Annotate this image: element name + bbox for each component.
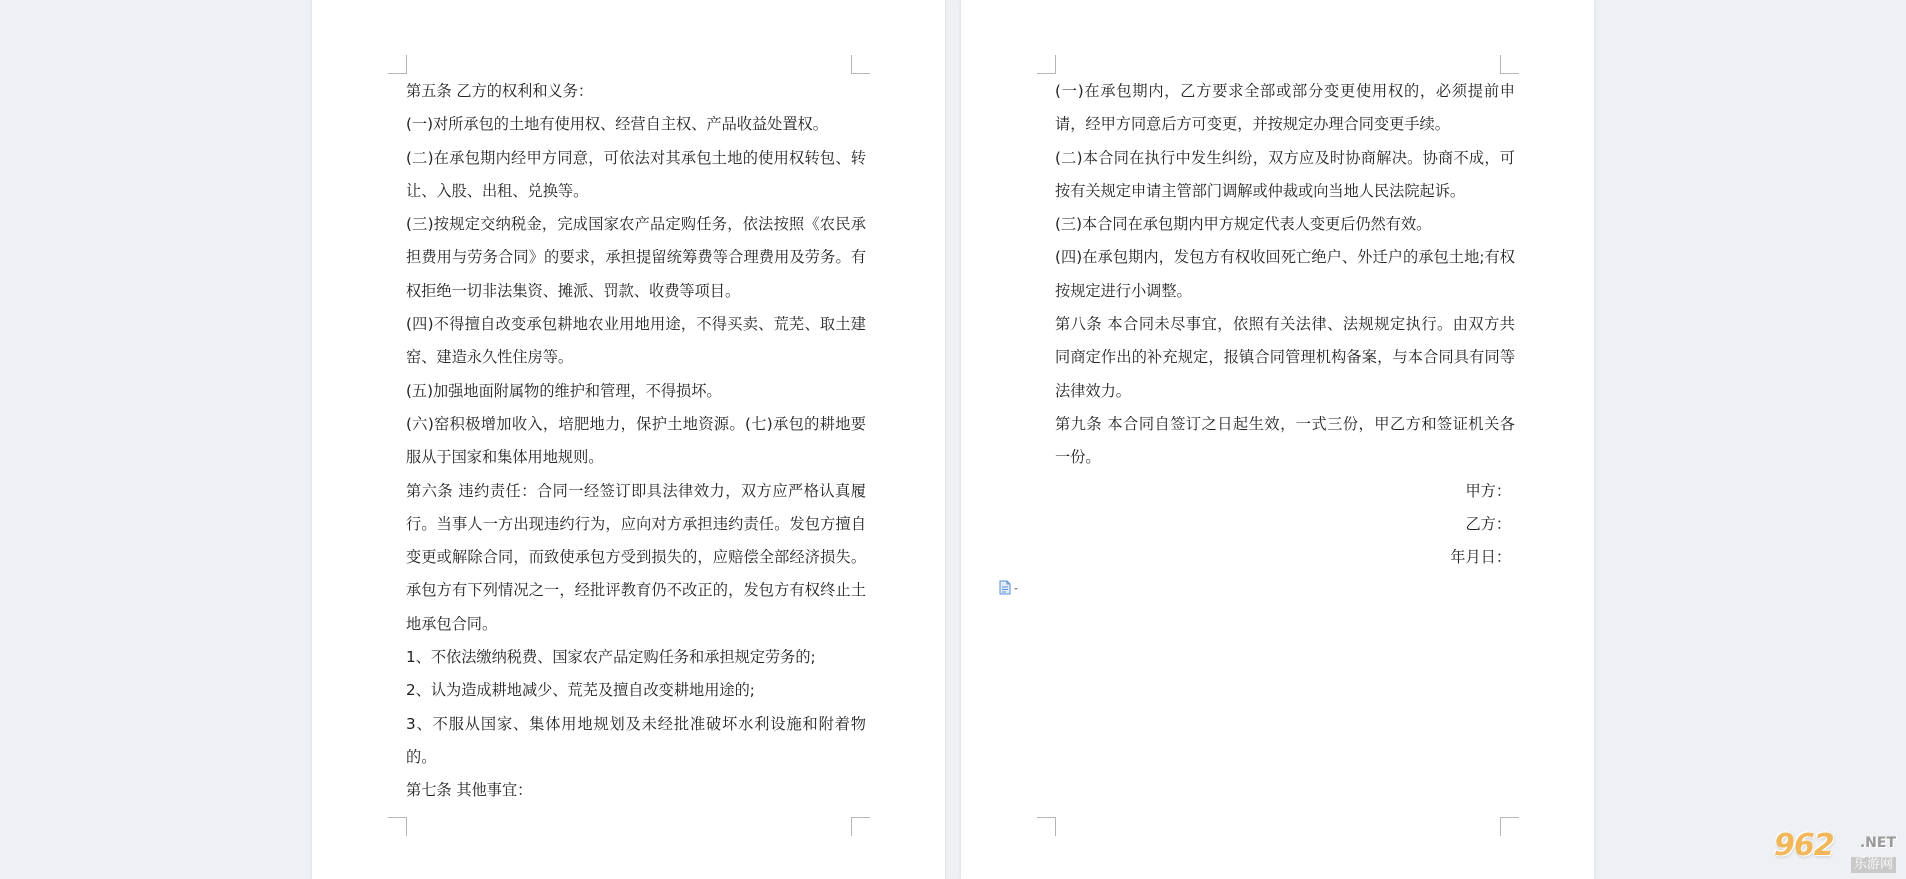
list-item: 3、不服从国家、集体用地规划及未经批准破坏水利设施和附着物的。 <box>406 714 866 766</box>
margin-mark-bottom-left <box>388 817 407 836</box>
paragraph: (四)不得擅自改变承包耕地农业用地用途，不得买卖、荒芜、取土建窑、建造永久性住房等。 <box>406 315 866 367</box>
article-8-paragraph: 第八条 本合同未尽事宜，依照有关法律、法规规定执行。由双方共同商定作出的补充规定，报镇合同管理机构备案，与本合同具有同等法律效力。 <box>1055 315 1515 400</box>
article-7-heading: 第七条 其他事宜： <box>406 781 533 800</box>
article-9-paragraph: 第九条 本合同自签订之日起生效，一式三份，甲乙方和签证机关各一份。 <box>1055 414 1515 467</box>
paragraph: (六)窑积极增加收入，培肥地力，保护土地资源。(七)承包的耕地要服从于国家和集体用地规则。 <box>406 414 866 467</box>
signature-party-b: 乙方： <box>1465 514 1511 533</box>
margin-mark-top-left <box>1037 55 1056 74</box>
margin-mark-bottom-right <box>851 817 870 836</box>
watermark-net: .NET <box>1859 835 1896 851</box>
signature-date: 年月日： <box>1450 548 1511 567</box>
paragraph: (二)本合同在执行中发生纠纷，双方应及时协商解决。协商不成，可按有关规定申请主管部门调解或仲裁或向当地人民法院起诉。 <box>1055 148 1515 200</box>
article-6-paragraph: 第六条 违约责任：合同一经签订即具法律效力，双方应严格认真履行。当事人一方出现违约行为，应向对方承担违约责任。发包方擅自变更或解除合同，而致使承包方受到损失的，应赔偿全部经济损失。承包方有下列情况之一，经批评教育仍不改正的，发包方有权终止土地承包合同。 <box>406 481 866 633</box>
page-body[interactable] <box>1055 75 1515 574</box>
watermark-site-name: 乐游网 <box>1851 857 1896 873</box>
chevron-down-icon <box>1014 588 1018 590</box>
paragraph: (二)在承包期内经甲方同意，可依法对其承包土地的使用权转包、转让、入股、出租、兑换等。 <box>406 148 866 200</box>
paste-options-button[interactable] <box>998 580 1020 596</box>
paragraph: (一)在承包期内，乙方要求全部或部分变更使用权的，必须提前申请，经甲方同意后方可变更，并按规定办理合同变更手续。 <box>1055 82 1515 134</box>
document-page-right <box>961 0 1594 879</box>
list-item: 2、认为造成耕地减少、荒芜及擅自改变耕地用途的; <box>406 681 755 700</box>
site-watermark <box>1768 828 1900 875</box>
list-item: 1、不依法缴纳税费、国家农产品定购任务和承担规定劳务的; <box>406 648 816 667</box>
margin-mark-top-right <box>851 55 870 74</box>
document-page-left <box>312 0 945 879</box>
document-icon <box>998 580 1020 596</box>
paragraph: (四)在承包期内，发包方有权收回死亡绝户、外迁户的承包土地;有权按规定进行小调整。 <box>1055 248 1515 300</box>
margin-mark-bottom-right <box>1500 817 1519 836</box>
watermark-logo: 962 <box>1774 828 1834 863</box>
paragraph: (三)按规定交纳税金，完成国家农产品定购任务，依法按照《农民承担费用与劳务合同》的要求，承担提留统筹费等合理费用及劳务。有权拒绝一切非法集资、摊派、罚款、收费等项目。 <box>406 215 866 300</box>
margin-mark-top-left <box>388 55 407 74</box>
paragraph: (一)对所承包的土地有使用权、经营自主权、产品收益处置权。 <box>406 115 828 134</box>
margin-mark-bottom-left <box>1037 817 1056 836</box>
page-body[interactable] <box>406 75 866 808</box>
paragraph: (三)本合同在承包期内甲方规定代表人变更后仍然有效。 <box>1055 215 1432 234</box>
article-5-heading: 第五条 乙方的权利和义务： <box>406 82 594 100</box>
margin-mark-top-right <box>1500 55 1519 74</box>
signature-party-a: 甲方： <box>1465 481 1511 500</box>
paragraph: (五)加强地面附属物的维护和管理，不得损坏。 <box>406 381 722 400</box>
